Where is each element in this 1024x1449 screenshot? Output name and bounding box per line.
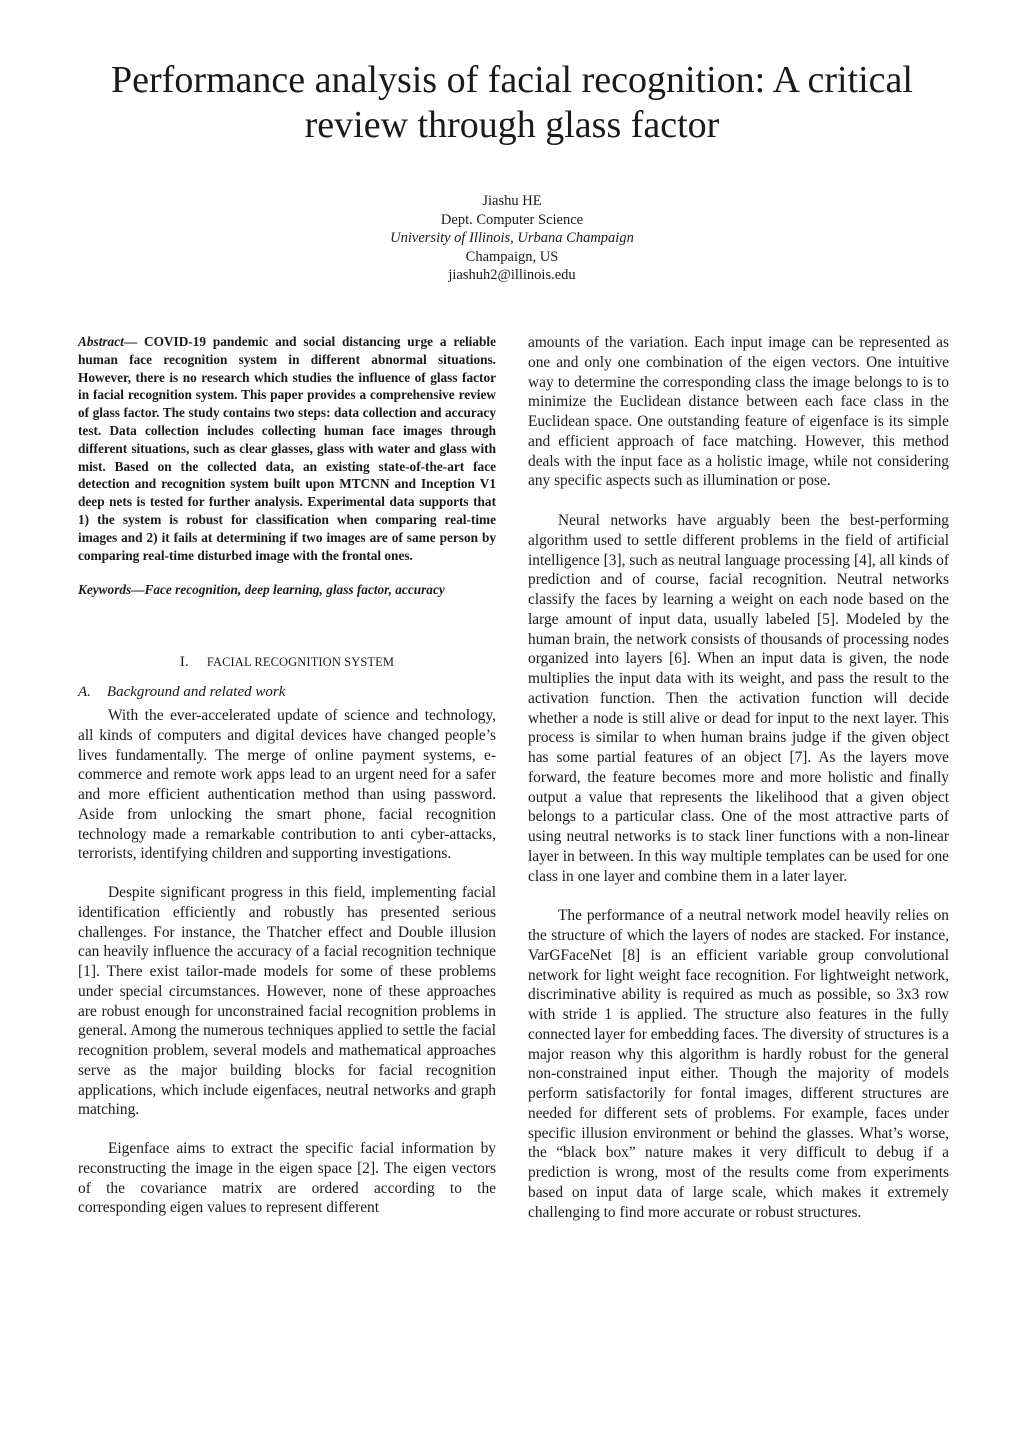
subsection-heading [78,682,496,702]
paragraph: The performance of a neutral network model heavily relies on the structure of which the layers of nodes are stacked. For instance, VarGFaceNet [8] is an efficient variable group convolutional network for light weight face recognition. For lightweight network, discriminative ability is required as much as possible, so 3x3 row with stride 1 is applied. The structure also features in the fully connected layer for embedding faces. The diversity of structures is a major reason why this algorithm is hardly robust for the general non-constrained input either. Though the majority of models perform satisfactorily for fontal images, different structures are needed for different sets of problems. For example, faces under specific illusion environment or behind the glasses. What’s worse, the “black box” nature makes it very difficult to debug if a prediction is wrong, most of the results come from experiments based on input data of large scale, which makes it extremely challenging to find more accurate or robust structures. [528,907,949,1221]
author-university: University of Illinois, Urbana Champaign [390,230,634,246]
subsection-title: Background and related work [106,684,286,701]
abstract [78,333,496,564]
author-block [262,192,762,285]
section-heading [78,654,496,671]
abstract-text: COVID-19 pandemic and social distancing urge a reliable human face recognition system in different abnormal situations. However, there is no research which studies the influence of glass factor in facial recognition system. This paper provides a comprehensive review of glass factor. The study contains two steps: data collection and accuracy test. Data collection includes collecting human face images through different situations, such as clear glasses, glass with water and glass with mist. Based on the collected data, an existing state-of-the-art face detection and recognition system built upon MTCNN and Inception V1 deep nets is tested for further analysis. Experimental data supports that 1) the system is robust for classification when comparing real-time images and 2) it fails at determining if two images are of same person by comparing real-time disturbed image with the frontal ones. [78,334,497,563]
subsection-number: A. [78,684,91,701]
section-title: FACIAL RECOGNITION SYSTEM [206,655,395,670]
abstract-dash: — [123,334,144,349]
author-location: Champaign, US [465,248,559,265]
left-column [78,333,496,1218]
section-number: I. [179,654,189,671]
author-dept: Dept. Computer Science [440,211,584,228]
paragraph: Eigenface aims to extract the specific facial information by reconstructing the image in the eigen space [2]. The eigen vectors of the covariance matrix are ordered according to the corresponding eigen values to represent different [78,1140,496,1217]
author-email[interactable]: jiashuh2@illinois.edu [448,267,576,283]
paragraph: amounts of the variation. Each input image can be represented as one and only one combination of the eigen vectors. One intuitive way to determine the corresponding class the image belongs to is to minimize the Euclidean distance between each face class in the Euclidean space. One outstanding feature of eigenface is its simple and efficient approach of face matching. However, this method deals with the input face as a holistic image, while not considering any specific aspects such as illumination or pose. [528,334,949,490]
author-name: Jiashu HE [482,193,542,209]
paragraph: Despite significant progress in this field, implementing facial identification efficiently and robustly has presented serious challenges. For instance, the Thatcher effect and Double illusion can heavily influence the accuracy of a facial recognition technique [1]. There exist tailor-made models for some of these problems under special circumstances. However, none of these approaches are robust enough for unconstrained facial recognition problems in general. Among the numerous techniques applied to settle the facial recognition problem, several models and mathematical approaches serve as the major building blocks for facial recognition applications, which include eigenfaces, neutral networks and graph matching. [78,884,496,1119]
keywords: Keywords—Face recognition, deep learning, glass factor, accuracy [78,582,445,598]
paper-title: Performance analysis of facial recognition: A critical review through glass factor [111,59,913,146]
abstract-label: Abstract [78,334,124,349]
right-column [528,333,949,1222]
paragraph: Neural networks have arguably been the best-performing algorithm used to settle different problems in the field of artificial intelligence [3], such as neutral language processing [4], all kinds of prediction and of course, facial recognition. Neutral networks classify the faces by learning a weight on each node based on the large amount of input data, usually labeled [5]. Modeled by the human brain, the network consists of thousands of processing nodes organized into layers [6]. When an input data is given, the node multiplies the input data with its weight, and pass the result to the activation function. Then the activation function will decide whether a node is still alive or dead for input to the next layer. This process is similar to when human brains judge if the given object has some partial features of an object [7]. As the layers move forward, the feature becomes more and more holistic and finally output a value that represents the likelihood that a given object belongs to a particular class. One of the most attractive parts of using neutral networks is to stack liner functions with a non-linear layer in between. In this way multiple templates can be used for one class in one layer and combine them in a later layer. [528,512,949,885]
paragraph: With the ever-accelerated update of science and technology, all kinds of computers and digital devices have changed people’s lives fundamentally. The merge of online payment systems, e-commerce and remote work apps lead to an urgent need for a safer and more efficient authentication method than using password. Aside from unlocking the smart phone, facial recognition technology made a remarkable contribution to anti cyber-attacks, terrorists, identifying children and supporting investigations. [78,707,496,863]
